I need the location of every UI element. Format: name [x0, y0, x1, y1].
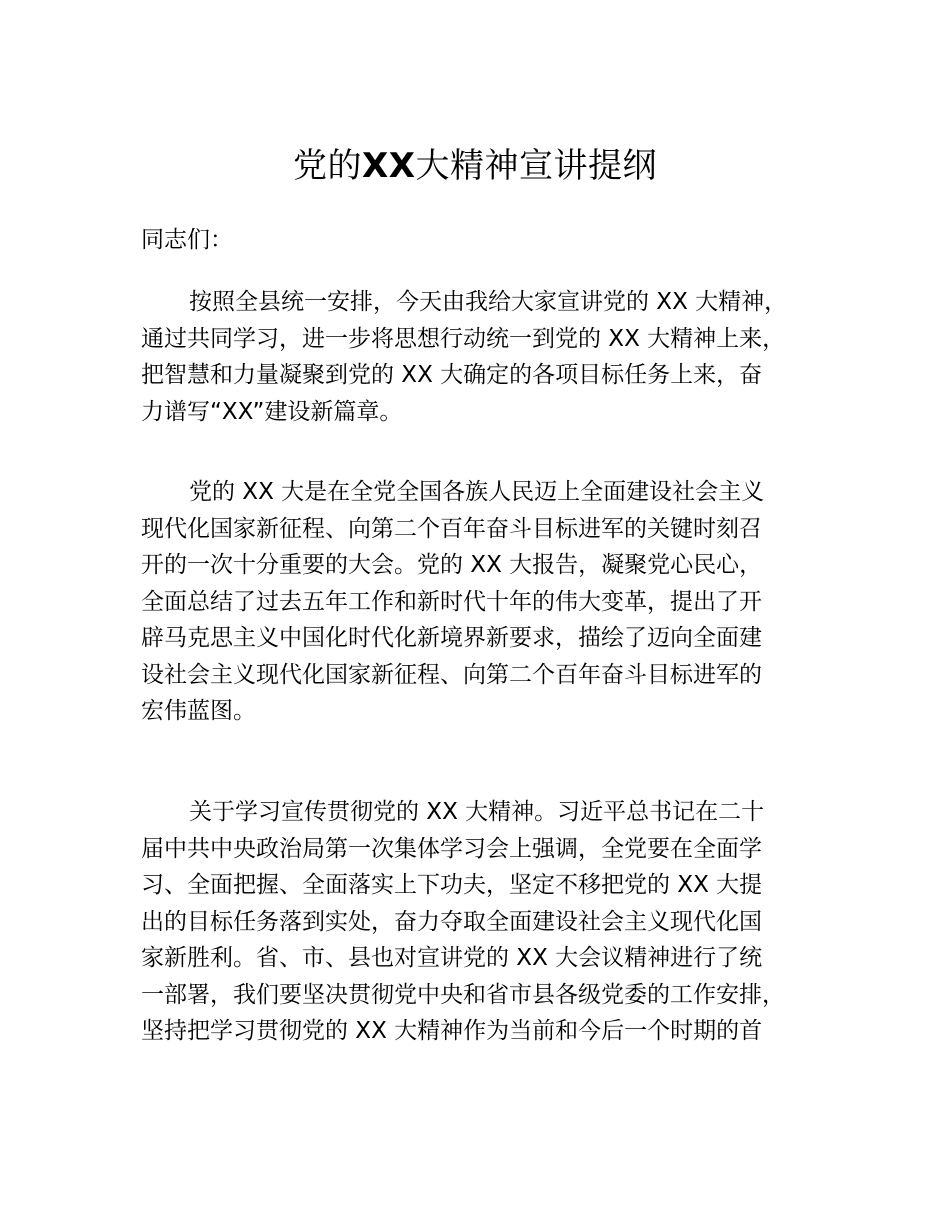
title-part-2: XX: [362, 146, 416, 186]
paragraph-line: 力谱写“XX”建设新篇章。: [141, 398, 403, 425]
paragraph-line: 现代化国家新征程、向第二个百年奋斗目标进军的关键时刻召: [141, 515, 762, 542]
paragraph-line: 宏伟蓝图。: [141, 698, 256, 724]
paragraph-3: [141, 794, 831, 1050]
paragraph-2: [141, 474, 831, 730]
paragraph-line: 家新胜利。省、市、县也对宣讲党的 XX 大会议精神进行了统: [141, 945, 763, 971]
paragraph-line: 一部署，我们要坚决贯彻党中央和省市县各级党委的工作安排，: [141, 981, 785, 1008]
document-title: [0, 142, 950, 190]
paragraph-line: 习、全面把握、全面落实上下功夫，坚定不移把党的 XX 大提: [141, 872, 763, 898]
paragraph-line: 关于学习宣传贯彻党的 XX 大精神。习近平总书记在二十: [189, 799, 765, 825]
paragraph-line: 辟马克思主义中国化时代化新境界新要求，描绘了迈向全面建: [141, 625, 762, 651]
title-part-3: 大精神宣讲提纲: [415, 146, 657, 186]
paragraph-line: 开的一次十分重要的大会。党的 XX 大报告，凝聚党心民心，: [141, 552, 763, 578]
title-part-1: 党的: [293, 146, 363, 186]
paragraph-line: 把智慧和力量凝聚到党的 XX 大确定的各项目标任务上来，奋: [141, 362, 763, 388]
paragraph-line: 全面总结了过去五年工作和新时代十年的伟大变革，提出了开: [141, 588, 762, 615]
paragraph-line: 按照全县统一安排，今天由我给大家宣讲党的 XX 大精神，: [189, 289, 788, 315]
paragraph-line: 通过共同学习，进一步将思想行动统一到党的 XX 大精神上来，: [141, 325, 786, 352]
paragraph-line: 设社会主义现代化国家新征程、向第二个百年奋斗目标进军的: [141, 661, 762, 688]
paragraph-line: 出的目标任务落到实处，奋力夺取全面建设社会主义现代化国: [141, 908, 762, 935]
paragraph-line: 党的 XX 大是在全党全国各族人民迈上全面建设社会主义: [189, 479, 765, 505]
paragraph-1: [141, 284, 831, 430]
salutation: 同志们：: [141, 227, 233, 253]
paragraph-line: 坚持把学习贯彻党的 XX 大精神作为当前和今后一个时期的首: [141, 1018, 763, 1044]
paragraph-line: 届中共中央政治局第一次集体学习会上强调，全党要在全面学: [141, 835, 762, 862]
